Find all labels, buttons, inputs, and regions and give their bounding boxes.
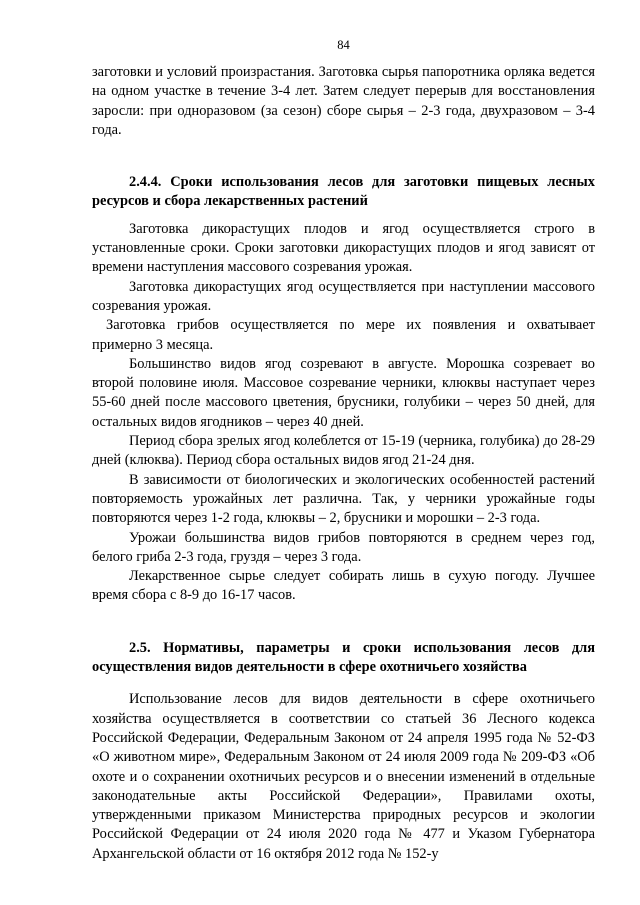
section-heading-2-4-4: 2.4.4. Сроки использования лесов для заготовки пищевых лесных ресурсов и сбора лекарственных растений: [92, 174, 595, 210]
section-heading-2-5: 2.5. Нормативы, параметры и сроки использования лесов для осуществления видов деятельности в сфере охотничьего хозяйства: [92, 639, 595, 676]
paragraph: В зависимости от биологических и экологических особенностей растений повторяемость урожайных лет различна. Так, у черники урожайные годы повторяются через 1-2 года, клюквы – 2, брусники и морошки – 2-3 года.: [92, 471, 595, 527]
paragraph: Использование лесов для видов деятельности в сфере охотничьего хозяйства осуществляется в соответствии со статьей 36 Лесного кодекса Российской Федерации, Федеральным Законом от 24 апреля 1995 года № 52-ФЗ «О животном мире», Федеральным Законом от 24 июля 2009 года № 209-ФЗ «Об охоте и о сохранении охотничьих ресурсов и о внесении изменений в отдельные законодательные акты Российской Федерации», Правилами охоты, утвержденными приказом Министерства природных ресурсов и экологии Российской Федерации от 24 июля 2020 года № 477 и Указом Губернатора Архангельской области от 16 октября 2012 года № 152-у: [92, 691, 595, 862]
intro-paragraph: заготовки и условий произрастания. Заготовка сырья папоротника орляка ведется на одном участке в течение 3-4 лет. Затем следует перерыв для восстановления заросли: при одноразовом (за сезон) сборе сырья – 2-3 года, двухразовом – 3-4 года.: [92, 64, 595, 138]
paragraph: Урожаи большинства видов грибов повторяются в среднем через год, белого гриба 2-3 года, груздя – через 3 года.: [92, 529, 595, 565]
paragraph: Большинство видов ягод созревают в августе. Морошка созревает во второй половине июля. Массовое созревание черники, клюквы наступает через 55-60 дней после массового цветения, брусники, голубики – через 50 дней, для остальных видов ягодников – через 40 дней.: [92, 355, 595, 430]
paragraph: Период сбора зрелых ягод колеблется от 15-19 (черника, голубика) до 28-29 дней (клюква). Период сбора остальных видов ягод 21-24 дня.: [92, 433, 595, 469]
paragraph: Заготовка дикорастущих ягод осуществляется при наступлении массового созревания урожая.: [92, 278, 595, 314]
page-content: [92, 63, 595, 864]
paragraph: Заготовка дикорастущих плодов и ягод осуществляется строго в установленные сроки. Сроки заготовки дикорастущих плодов и ягод зависят от времени наступления массового созревания урожая.: [92, 220, 595, 276]
paragraph: Лекарственное сырье следует собирать лишь в сухую погоду. Лучшее время сбора с 8-9 до 16-17 часов.: [92, 568, 595, 604]
paragraph: Заготовка грибов осуществляется по мере их появления и охватывает примерно 3 месяца.: [92, 317, 595, 353]
page-number: 84: [337, 38, 350, 52]
